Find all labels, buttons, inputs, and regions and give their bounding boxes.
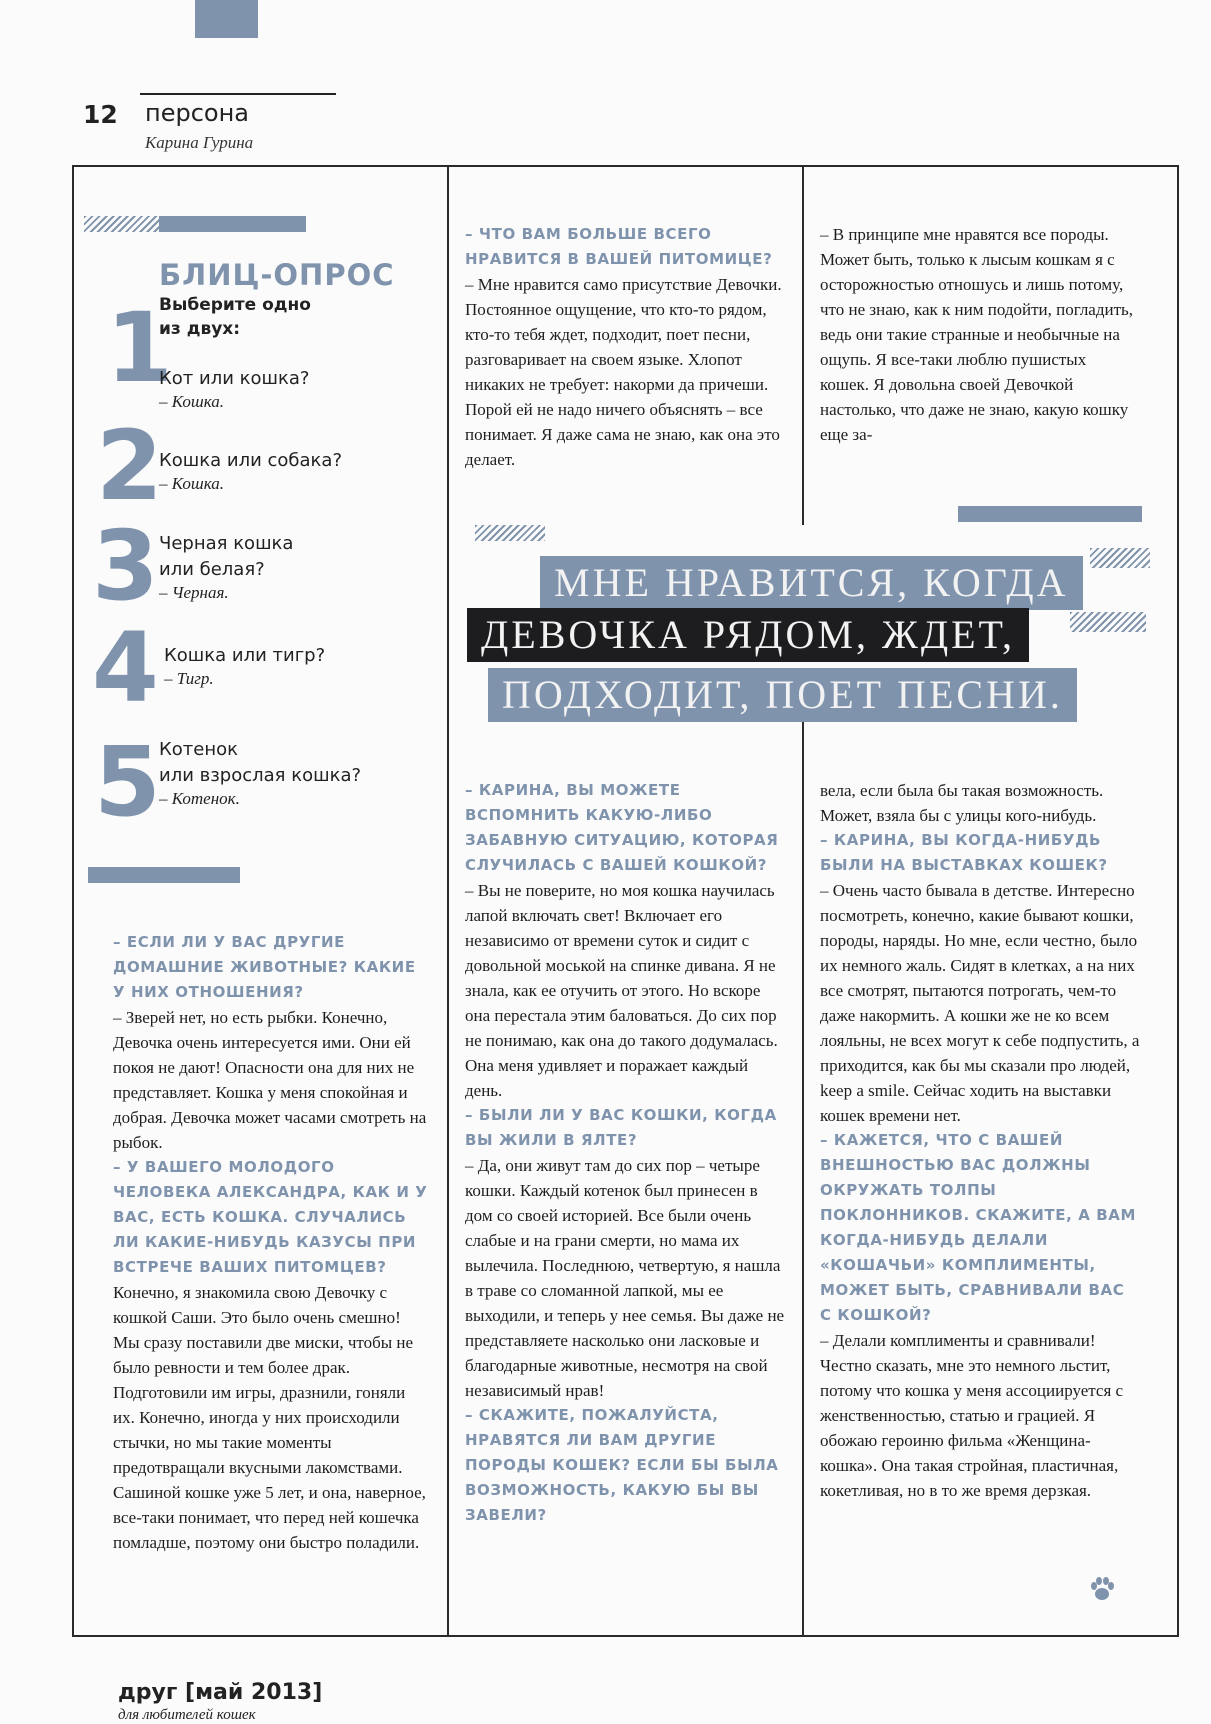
poll-question: Кошка или собака?	[159, 450, 343, 471]
interview-answer: вела, если была бы такая возможность. Может, взяла бы с улицы кого-нибудь.	[820, 781, 1104, 825]
hatch-decoration	[475, 525, 545, 541]
column-divider-1	[447, 165, 449, 1637]
interview-question: – КАРИНА, ВЫ КОГДА-НИБУДЬ БЫЛИ НА ВЫСТАВКАХ КОШЕК?	[820, 831, 1108, 874]
pull-quote-line-1: МНЕ НРАВИТСЯ, КОГДА	[540, 556, 1083, 610]
poll-question: Кошка или тигр?	[164, 645, 326, 666]
poll-answer: – Тигр.	[164, 669, 214, 688]
interview-answer: – Мне нравится само присутствие Девочки. Постоянное ощущение, что кто-то рядом, кто-то тебя ждет, подходит, поет песни, разговаривает на своем языке. Хлопот никаких не требует: накорми да причеши. Порой ей не надо ничего объяснять – все понимает. Я даже сама не знаю, как она это делает.	[465, 275, 782, 469]
column-3-bottom-text	[820, 778, 1140, 1503]
poll-answer: – Котенок.	[159, 789, 240, 808]
poll-item-1	[159, 366, 309, 412]
interview-question: – СКАЖИТЕ, ПОЖАЛУЙСТА, НРАВЯТСЯ ЛИ ВАМ ДРУГИЕ ПОРОДЫ КОШЕК? ЕСЛИ БЫ БЫЛА ВОЗМОЖНОСТЬ, КАКУЮ БЫ ВЫ ЗАВЕЛИ?	[465, 1406, 779, 1524]
poll-question-line2: или белая?	[159, 559, 265, 580]
interview-answer: – Зверей нет, но есть рыбки. Конечно, Девочка очень интересуется ими. Они ей покоя не дают! Опасности она для них не представляет. Кошка у меня спокойная и добрая. Девочка может часами смотреть на рыбок.	[113, 1008, 427, 1152]
interview-question: – ЧТО ВАМ БОЛЬШЕ ВСЕГО НРАВИТСЯ В ВАШЕЙ ПИТОМИЦЕ?	[465, 225, 773, 268]
page-number: 12	[83, 100, 118, 129]
column-2-bottom-text	[465, 778, 785, 1528]
column-2-top-text	[465, 222, 785, 472]
hatch-decoration	[1090, 548, 1150, 568]
interview-question: – У ВАШЕГО МОЛОДОГО ЧЕЛОВЕКА АЛЕКСАНДРА, КАК И У ВАС, ЕСТЬ КОШКА. СЛУЧАЛИСЬ ЛИ КАКИЕ-НИБУДЬ КАЗУСЫ ПРИ ВСТРЕЧЕ ВАШИХ ПИТОМЦЕВ?	[113, 1158, 428, 1276]
interview-answer: – Вы не поверите, но моя кошка научилась лапой включать свет! Включает его независимо от времени суток и сидит с довольной моськой на спинке дивана. Я не знала, как ее отучить от этого. Но вскоре она перестала этим баловаться. До сих пор не понимаю, как она до такого додумалась. Она меня удивляет и поражает каждый день.	[465, 881, 778, 1100]
interview-answer: – Делали комплименты и сравнивали! Честно сказать, мне это немного льстит, потому что кошка у меня ассоциируется с женственностью, статью и грацией. Я обожаю героиню фильма «Женщина-кошка». Она такая стройная, пластичная, кокетливая, но в то же время дерзкая.	[820, 1331, 1124, 1500]
magazine-title: друг [май 2013]	[118, 1680, 323, 1705]
pull-quote-line-2: ДЕВОЧКА РЯДОМ, ЖДЕТ,	[467, 608, 1029, 662]
interview-answer: – В принципе мне нравятся все породы. Может быть, только к лысым кошкам я с осторожностью отношусь и лишь потому, что не знаю, как к ним подойти, погладить, ведь они такие странные и необычные на ощупь. Я все-таки люблю пушистых кошек. Я довольна своей Девочкой настолько, что даже не знаю, какую кошку еще за-	[820, 225, 1134, 444]
poll-item-2	[159, 448, 342, 494]
poll-answer: – Кошка.	[159, 474, 225, 493]
poll-number-4: 4	[92, 612, 159, 724]
blitz-title: БЛИЦ-ОПРОС	[159, 258, 395, 292]
pull-quote-line-3: ПОДХОДИТ, ПОЕТ ПЕСНИ.	[488, 668, 1077, 722]
paw-icon	[1086, 1573, 1118, 1605]
column-3-top-text	[820, 222, 1138, 447]
interview-question: – ЕСЛИ ЛИ У ВАС ДРУГИЕ ДОМАШНИЕ ЖИВОТНЫЕ? КАКИЕ У НИХ ОТНОШЕНИЯ?	[113, 933, 416, 1001]
poll-number-3: 3	[92, 510, 159, 622]
poll-question-line1: Котенок	[159, 739, 239, 760]
poll-item-3	[159, 531, 293, 603]
interview-question: – КАЖЕТСЯ, ЧТО С ВАШЕЙ ВНЕШНОСТЬЮ ВАС ДОЛЖНЫ ОКРУЖАТЬ ТОЛПЫ ПОКЛОННИКОВ. СКАЖИТЕ, А ВАМ КОГДА-НИБУДЬ ДЕЛАЛИ «КОШАЧЬИ» КОМПЛИМЕНТЫ, МОЖЕТ БЫТЬ, СРАВНИВАЛИ ВАС С КОШКОЙ?	[820, 1131, 1136, 1324]
poll-item-5	[159, 737, 361, 809]
header-rule	[140, 93, 336, 95]
poll-number-5: 5	[94, 726, 161, 838]
poll-number-1: 1	[106, 292, 173, 404]
poll-answer: – Кошка.	[159, 392, 225, 411]
decorative-top-block	[195, 0, 258, 38]
hatch-decoration	[84, 216, 159, 232]
column-1-text	[113, 930, 431, 1555]
poll-answer: – Черная.	[159, 583, 229, 602]
poll-question: Кот или кошка?	[159, 368, 310, 389]
magazine-subtitle: для любителей кошек	[118, 1707, 256, 1723]
hatch-decoration	[1070, 612, 1146, 632]
poll-number-2: 2	[96, 410, 163, 522]
section-title: персона	[145, 99, 249, 127]
column-divider-2-top	[802, 165, 804, 525]
column-divider-2-bottom	[802, 715, 804, 1637]
poll-item-4	[164, 643, 325, 689]
interview-answer: – Очень часто бывала в детстве. Интересно посмотреть, конечно, какие бывают кошки, породы, наряды. Но мне, если честно, было их немного жаль. Сидят в клетках, а на них все смотрят, пытаются потрогать, чем-то даже накормить. А кошки же не ко всем лояльны, не всех могут к себе подпустить, а приходится, как бы мы сказали про людей, keep a smile. Сейчас ходить на выставки кошек времени нет.	[820, 881, 1140, 1125]
accent-bar	[958, 506, 1142, 522]
interview-question: – КАРИНА, ВЫ МОЖЕТЕ ВСПОМНИТЬ КАКУЮ-ЛИБО ЗАБАВНУЮ СИТУАЦИЮ, КОТОРАЯ СЛУЧИЛАСЬ С ВАШЕЙ КОШКОЙ?	[465, 781, 779, 874]
interview-question: – БЫЛИ ЛИ У ВАС КОШКИ, КОГДА ВЫ ЖИЛИ В ЯЛТЕ?	[465, 1106, 777, 1149]
interview-answer: Конечно, я знакомила свою Девочку с кошкой Саши. Это было очень смешно! Мы сразу поставили две миски, чтобы не было ревности и тем более драк. Подготовили им игры, дразнили, гоняли их. Конечно, иногда у них происходили стычки, но мы такие моменты предотвращали вкусными лакомствами. Сашиной кошке уже 5 лет, и она, наверное, все-таки понимает, что перед ней кошечка помладше, поэтому они быстро поладили.	[113, 1283, 426, 1552]
person-name: Карина Гурина	[145, 133, 254, 152]
blitz-subtitle: Выберите одно из двух:	[159, 295, 311, 339]
accent-bar	[88, 867, 240, 883]
interview-answer: – Да, они живут там до сих пор – четыре кошки. Каждый котенок был принесен в дом со своей историей. Все были очень слабые и на грани смерти, но мама их вылечила. Последнюю, четвертую, я нашла в траве со сломанной лапкой, мы ее выходили, и теперь у нее семья. Вы даже не представляете насколько они ласковые и благодарные животные, несмотря на свой независимый нрав!	[465, 1156, 785, 1400]
poll-question-line1: Черная кошка	[159, 533, 294, 554]
accent-bar	[159, 216, 306, 232]
poll-question-line2: или взрослая кошка?	[159, 765, 362, 786]
